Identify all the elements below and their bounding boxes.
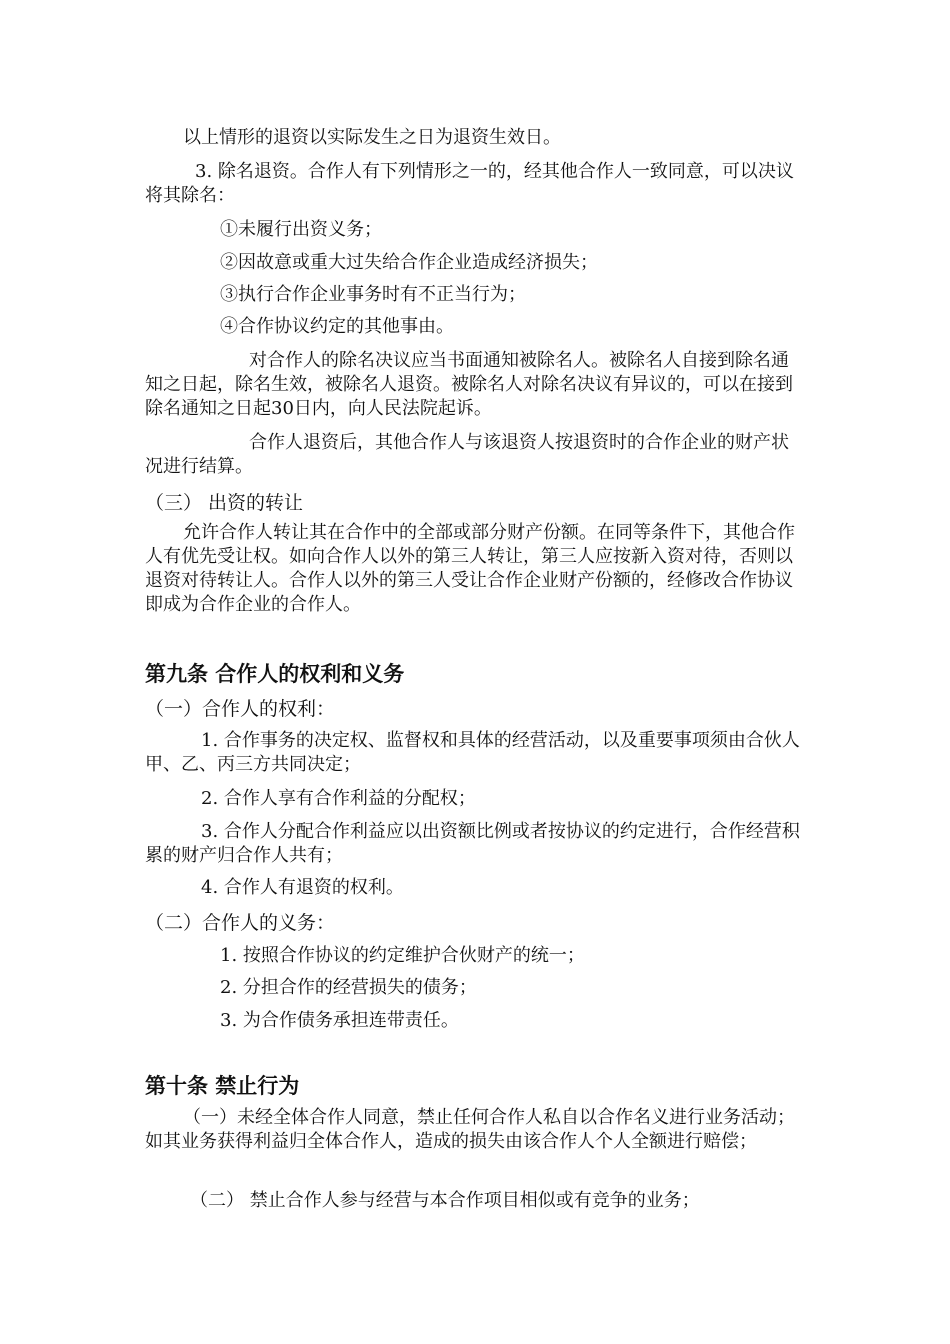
list-item: 1. 合作事务的决定权、监督权和具体的经营活动，以及重要事项须由合伙人甲、乙、丙三方共同决定； — [145, 730, 800, 775]
list-item: ③执行合作企业事务时有不正当行为； — [220, 284, 526, 305]
list-item: 4. 合作人有退资的权利。 — [201, 877, 404, 898]
paragraph-expulsion-notice: 对合作人的除名决议应当书面通知被除名人。被除名人自接到除名通知之日起，除名生效，被除名人退资。被除名人对除名决议有异议的，可以在接到除名通知之日起30日内，向人民法院起诉。 — [145, 350, 793, 419]
rights-heading: （一）合作人的权利： — [145, 698, 336, 720]
list-item: 2. 合作人享有合作利益的分配权； — [201, 788, 476, 809]
paragraph-prohibition-1: （一）未经全体合作人同意，禁止任何合作人私自以合作名义进行业务活动；如其业务获得利益归全体合作人，造成的损失由该合作人个人全额进行赔偿； — [145, 1107, 795, 1152]
list-item: 3. 为合作债务承担连带责任。 — [220, 1010, 459, 1031]
paragraph-transfer: 允许合作人转让其在合作中的全部或部分财产份额。在同等条件下，其他合作人有优先受让权。如向合作人以外的第三人转让，第三人应按新入资对待，否则以退资对待转让人。合作人以外的第三人受让合作企业财产份额的，经修改合作协议即成为合作企业的合作人。 — [145, 522, 795, 615]
article-10-heading: 第十条 禁止行为 — [145, 1074, 300, 1098]
list-item: ②因故意或重大过失给合作企业造成经济损失； — [220, 252, 598, 273]
list-item: 1. 按照合作协议的约定维护合伙财产的统一； — [220, 945, 585, 966]
list-item: ④合作协议约定的其他事由。 — [220, 316, 454, 337]
list-item: ①未履行出资义务； — [220, 219, 382, 240]
article-9-heading: 第九条 合作人的权利和义务 — [145, 662, 405, 686]
list-item: 3. 合作人分配合作利益应以出资额比例或者按协议的约定进行，合作经营积累的财产归合作人共有； — [145, 821, 800, 866]
paragraph-prohibition-2: （二） 禁止合作人参与经营与本合作项目相似或有竞争的业务； — [190, 1190, 700, 1211]
duties-heading: （二）合作人的义务： — [145, 912, 336, 934]
paragraph-withdrawal-effective: 以上情形的退资以实际发生之日为退资生效日。 — [183, 127, 561, 148]
list-item: 2. 分担合作的经营损失的债务； — [220, 977, 477, 998]
paragraph-expulsion: 3. 除名退资。合作人有下列情形之一的，经其他合作人一致同意，可以决议将其除名： — [145, 161, 794, 206]
section-heading-transfer: （三） 出资的转让 — [145, 492, 304, 514]
paragraph-settlement: 合作人退资后，其他合作人与该退资人按退资时的合作企业的财产状况进行结算。 — [145, 432, 789, 477]
